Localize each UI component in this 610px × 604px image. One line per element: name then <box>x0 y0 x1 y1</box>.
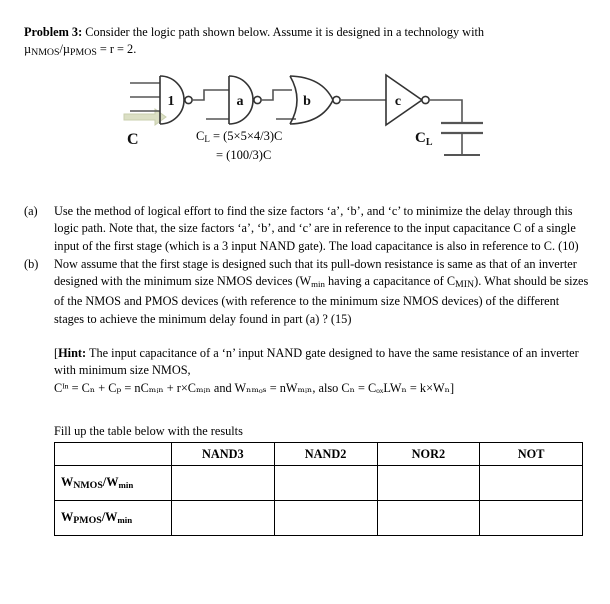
part-b-text <box>54 257 588 326</box>
problem-label: Problem 3: <box>24 25 83 39</box>
part-b-wmin-sub: min <box>311 278 325 289</box>
load-capacitance-label: $C_L$ <box>415 130 433 149</box>
table-row <box>55 466 583 501</box>
part-b-cmin-sub: MIN <box>455 279 475 291</box>
ratio-slash: / <box>59 42 63 56</box>
question-part-b <box>24 256 592 328</box>
row-label-wnmos <box>55 466 172 501</box>
mobility-ratio-line <box>24 42 137 59</box>
hint-open-bracket: [ <box>54 345 59 360</box>
part-b-text-2: having a capacitance of C <box>324 273 456 288</box>
part-b-marker: (b) <box>24 256 39 271</box>
hint-formula: Cᴵⁿ = Cₙ + Cₚ = nCₘᵢₙ + r×Cₘᵢₙ and Wₙₘₒₛ = nWₘᵢₙ, also Cₙ = CₒₓLWₙ = k×Wₙ] <box>54 381 455 396</box>
cell-wnmos-nand2[interactable] <box>274 466 377 501</box>
gate-label-1: 1 <box>167 94 175 110</box>
question-part-a <box>24 203 592 255</box>
hint-text: The input capacitance of a ‘n’ input NAND gate designed to have the same resistance of an inverter with minimum size NMOS, <box>54 345 579 377</box>
cell-wpmos-nand3[interactable] <box>172 501 275 536</box>
table-header-nand2: NAND2 <box>274 443 377 466</box>
table-header-row <box>55 443 583 466</box>
row1-sub2: min <box>117 515 133 526</box>
cap-eq-line1 <box>196 129 282 143</box>
cap-eq-c: C <box>196 129 205 144</box>
table-header-nor2: NOR2 <box>377 443 480 466</box>
input-capacitance-label: C <box>127 131 139 149</box>
cap-eq-rest: = (5×5×4/3)C <box>209 129 283 144</box>
mu-symbol: µ <box>24 42 32 56</box>
nmos-subscript: NMOS <box>31 47 60 59</box>
gate-label-a: a <box>236 94 244 110</box>
cell-wpmos-nand2[interactable] <box>274 501 377 536</box>
question-parts-list <box>24 203 592 328</box>
row0-sub2: min <box>118 480 134 491</box>
table-header-corner <box>55 443 172 466</box>
mu-symbol-2: µ <box>62 42 71 56</box>
problem-statement-text: Consider the logic path shown below. Assume it is designed in a technology with <box>82 25 485 39</box>
part-a-marker: (a) <box>24 204 38 219</box>
row-label-wpmos <box>55 501 172 536</box>
load-capacitance-equation <box>196 128 282 163</box>
cell-wnmos-nor2[interactable] <box>377 466 480 501</box>
problem-statement <box>24 24 592 61</box>
cell-wpmos-not[interactable] <box>480 501 583 536</box>
part-b-text-3: ). What should be sizes of the NMOS and PMOS devices (with reference to the minimum size NMOS devices) of the different stages to achieve the minimum delay found in part (a) ? (15) <box>54 273 589 326</box>
cell-wnmos-not[interactable] <box>480 466 583 501</box>
results-table <box>54 442 583 536</box>
pmos-subscript: PMOS <box>70 47 97 59</box>
cap-eq-c-sub: L <box>204 134 210 145</box>
row0-sub1: NMOS <box>73 480 103 492</box>
circuit-svg <box>24 71 584 191</box>
row1-slash: /W <box>101 510 118 525</box>
cap-eq-line2: = (100/3)C <box>216 148 272 163</box>
hint-block <box>54 345 592 398</box>
hint-label: Hint: <box>58 345 87 360</box>
cell-wnmos-nand3[interactable] <box>172 466 275 501</box>
row1-sub1: PMOS <box>73 515 102 527</box>
table-instruction: Fill up the table below with the results <box>54 424 243 439</box>
row0-w: W <box>61 475 74 490</box>
row1-w: W <box>61 510 74 525</box>
ratio-value: = r = 2. <box>96 42 137 56</box>
logic-path-circuit-diagram <box>24 71 592 191</box>
row0-slash: /W <box>102 475 119 490</box>
gate-label-c: c <box>394 94 402 110</box>
gate-label-b: b <box>303 94 311 110</box>
part-a-text: Use the method of logical effort to find the size factors ‘a’, ‘b’, and ‘c’ to minimize the delay through this logic path. Note that, the size factors ‘a’, ‘b’, and ‘c’ are in reference to the input capacitance C of a single input of the first stage (which is a 3 input NAND gate). The load capacitance is also in reference to C. (10) <box>54 204 579 253</box>
part-b-text-1: Now assume that the first stage is designed such that its pull-down resistance is same as that of an inverter designed with the minimum size NMOS devices (W <box>54 256 577 288</box>
table-row <box>55 501 583 536</box>
cell-wpmos-nor2[interactable] <box>377 501 480 536</box>
table-header-not: NOT <box>480 443 583 466</box>
table-header-nand3: NAND3 <box>172 443 275 466</box>
